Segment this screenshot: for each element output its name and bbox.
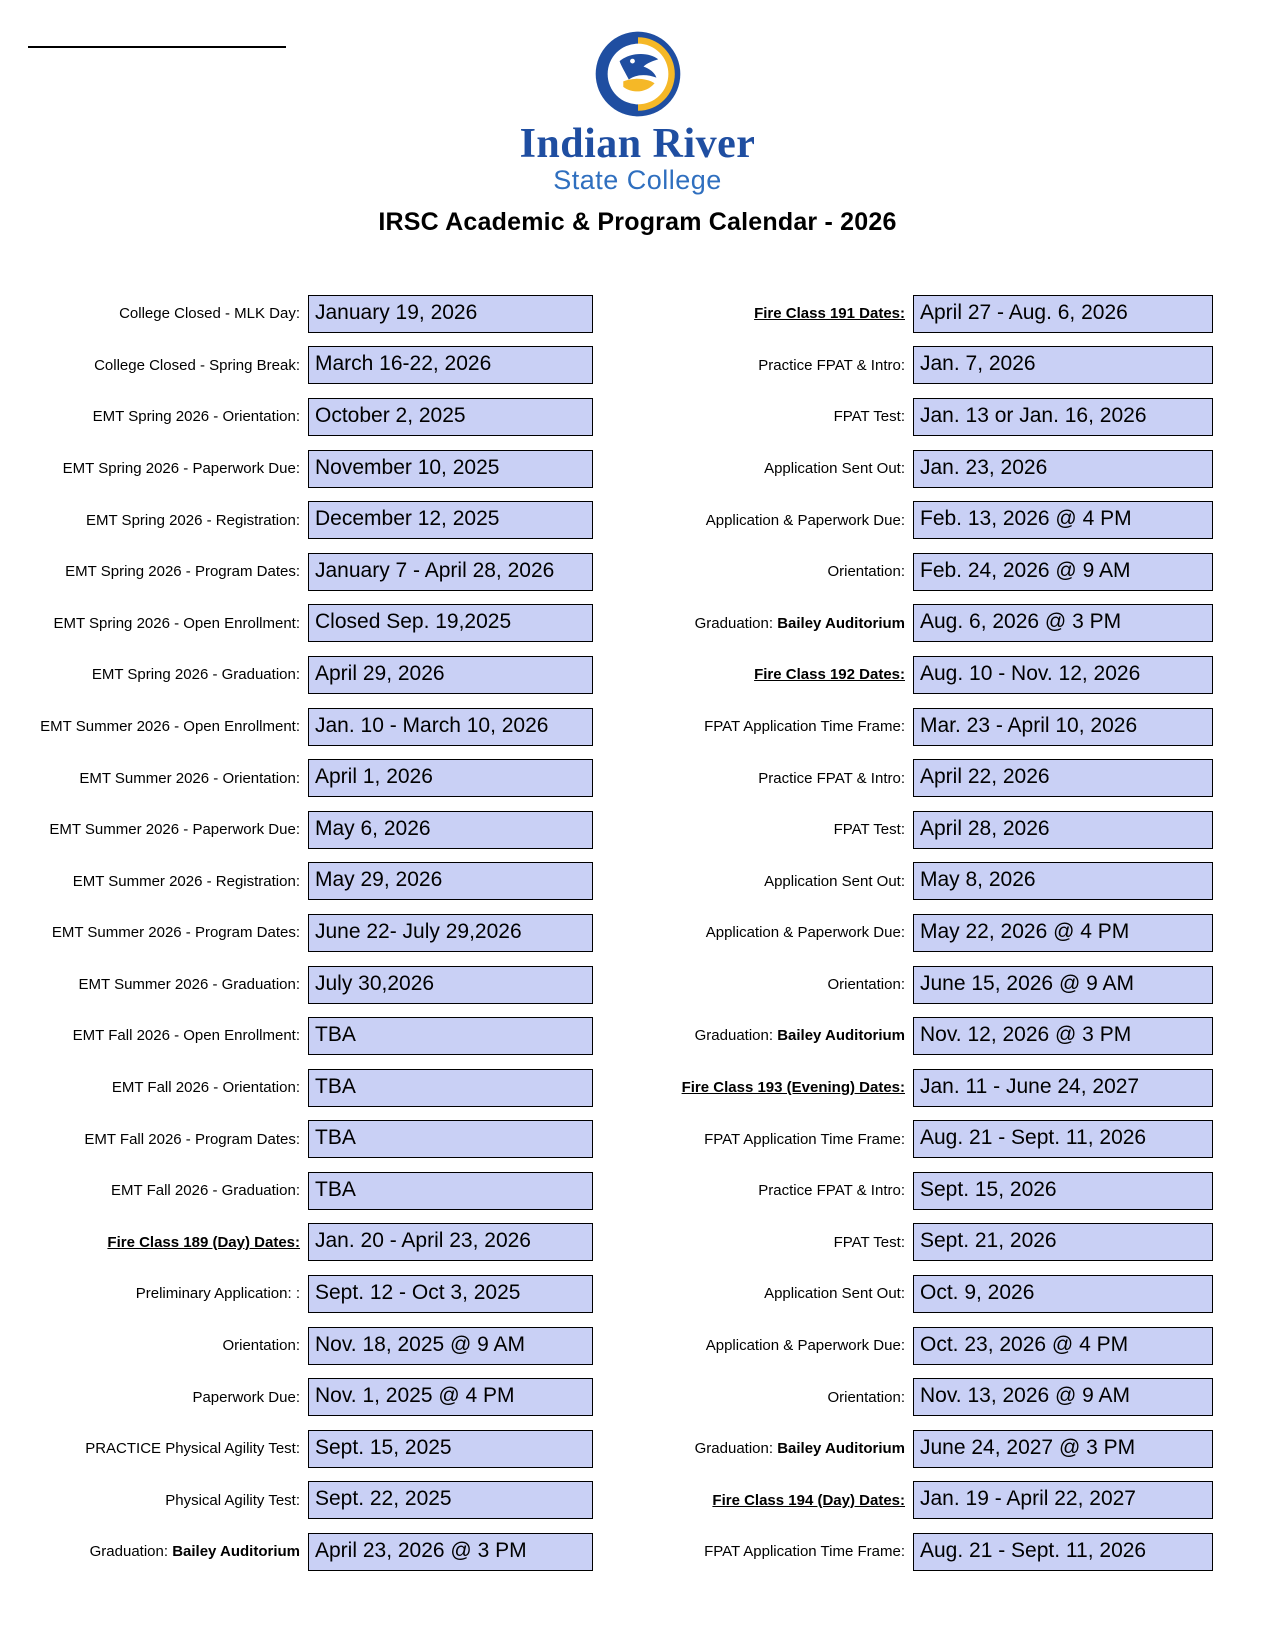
row-value-field[interactable]: Sept. 21, 2026 (913, 1223, 1213, 1261)
calendar-row (22, 1062, 637, 1114)
calendar-row (637, 1475, 1274, 1527)
row-value-field[interactable]: Jan. 20 - April 23, 2026 (308, 1223, 593, 1261)
calendar-row (22, 1475, 637, 1527)
row-value-field[interactable]: Nov. 12, 2026 @ 3 PM (913, 1017, 1213, 1055)
row-value-field[interactable]: Sept. 15, 2026 (913, 1172, 1213, 1210)
row-value-field[interactable]: April 23, 2026 @ 3 PM (308, 1533, 593, 1571)
row-value-field[interactable]: Nov. 18, 2025 @ 9 AM (308, 1327, 593, 1365)
row-label: EMT Summer 2026 - Registration: (72, 872, 300, 890)
row-label: EMT Fall 2026 - Graduation: (111, 1182, 300, 1200)
calendar-row (637, 288, 1274, 340)
calendar-row (22, 1165, 637, 1217)
calendar-row (22, 1371, 637, 1423)
calendar-row (637, 701, 1274, 753)
calendar-row (22, 752, 637, 804)
row-value-field[interactable]: TBA (308, 1172, 593, 1210)
row-value-field[interactable]: TBA (308, 1017, 593, 1055)
calendar-row (637, 1371, 1274, 1423)
row-value-field[interactable]: April 1, 2026 (308, 759, 593, 797)
row-value-field[interactable]: April 29, 2026 (308, 656, 593, 694)
row-label-text: Graduation: (694, 614, 778, 632)
row-value-field[interactable]: Aug. 21 - Sept. 11, 2026 (913, 1533, 1213, 1571)
row-label (22, 1543, 308, 1560)
row-value-field[interactable]: Closed Sep. 19,2025 (308, 604, 593, 642)
row-value-field[interactable]: Jan. 13 or Jan. 16, 2026 (913, 398, 1213, 436)
calendar-row (22, 340, 637, 392)
row-label: EMT Spring 2026 - Paperwork Due: (62, 459, 300, 477)
row-label: EMT Summer 2026 - Program Dates: (51, 924, 300, 942)
row-value-field[interactable]: March 16-22, 2026 (308, 346, 593, 384)
row-value-field[interactable]: Jan. 11 - June 24, 2027 (913, 1069, 1213, 1107)
row-value-field[interactable]: Aug. 10 - Nov. 12, 2026 (913, 656, 1213, 694)
row-label: EMT Spring 2026 - Orientation: (92, 408, 300, 426)
row-label: Orientation: (827, 975, 905, 993)
page-title: IRSC Academic & Program Calendar - 2026 (378, 208, 897, 236)
calendar-row (637, 494, 1274, 546)
row-label: Orientation: (827, 1388, 905, 1406)
calendar-row (637, 1062, 1274, 1114)
row-value-field[interactable]: April 27 - Aug. 6, 2026 (913, 295, 1213, 333)
logo-line-1: Indian River (519, 121, 756, 167)
row-value-field[interactable]: TBA (308, 1069, 593, 1107)
row-label: EMT Spring 2026 - Program Dates: (65, 563, 300, 581)
calendar-column-left (0, 288, 637, 1578)
row-label: EMT Spring 2026 - Registration: (86, 511, 300, 529)
row-label: EMT Summer 2026 - Open Enrollment: (40, 717, 300, 735)
row-value-field[interactable]: June 15, 2026 @ 9 AM (913, 966, 1213, 1004)
row-label: PRACTICE Physical Agility Test: (85, 1440, 300, 1458)
row-value-field[interactable]: Feb. 24, 2026 @ 9 AM (913, 553, 1213, 591)
calendar-row (637, 804, 1274, 856)
calendar-row (22, 546, 637, 598)
row-label: Fire Class 194 (Day) Dates: (712, 1491, 905, 1509)
calendar-row (637, 391, 1274, 443)
row-value-field[interactable]: June 22- July 29,2026 (308, 914, 593, 952)
row-label: EMT Summer 2026 - Graduation: (78, 975, 300, 993)
row-label: Application Sent Out: (764, 459, 905, 477)
row-value-field[interactable]: TBA (308, 1120, 593, 1158)
calendar-row (637, 546, 1274, 598)
calendar-row (637, 1526, 1274, 1578)
row-label: Preliminary Application: : (135, 1285, 300, 1303)
calendar-row (637, 1423, 1274, 1475)
row-value-field[interactable]: October 2, 2025 (308, 398, 593, 436)
college-logo (0, 28, 1275, 196)
calendar-row (22, 598, 637, 650)
row-label: FPAT Application Time Frame: (704, 1543, 905, 1561)
calendar-row (22, 701, 637, 753)
row-value-field[interactable]: Sept. 12 - Oct 3, 2025 (308, 1275, 593, 1313)
row-value-field[interactable]: December 12, 2025 (308, 501, 593, 539)
row-value-field[interactable]: Oct. 23, 2026 @ 4 PM (913, 1327, 1213, 1365)
row-value-field[interactable]: Nov. 1, 2025 @ 4 PM (308, 1378, 593, 1416)
calendar-row (22, 494, 637, 546)
calendar-row (22, 856, 637, 908)
calendar-row (637, 1320, 1274, 1372)
row-label: Application & Paperwork Due: (705, 511, 905, 529)
calendar-row (22, 959, 637, 1011)
row-value-field[interactable]: Feb. 13, 2026 @ 4 PM (913, 501, 1213, 539)
row-value-field[interactable]: January 19, 2026 (308, 295, 593, 333)
row-label: FPAT Test: (833, 1233, 905, 1251)
calendar-row (637, 752, 1274, 804)
calendar-row (22, 1010, 637, 1062)
row-value-field[interactable]: Nov. 13, 2026 @ 9 AM (913, 1378, 1213, 1416)
calendar-column-right (637, 288, 1274, 1578)
calendar-row (22, 288, 637, 340)
row-label: EMT Spring 2026 - Open Enrollment: (53, 614, 300, 632)
calendar-row (637, 907, 1274, 959)
row-value-field[interactable]: May 6, 2026 (308, 811, 593, 849)
row-label: Paperwork Due: (192, 1388, 300, 1406)
calendar-row (22, 907, 637, 959)
row-label: FPAT Test: (833, 821, 905, 839)
row-label: EMT Fall 2026 - Open Enrollment: (72, 1027, 300, 1045)
row-label-text: Graduation: (694, 1440, 778, 1458)
row-value-field[interactable]: June 24, 2027 @ 3 PM (913, 1430, 1213, 1468)
row-value-field[interactable]: May 22, 2026 @ 4 PM (913, 914, 1213, 952)
calendar-row (637, 340, 1274, 392)
row-label: Orientation: (827, 563, 905, 581)
row-label: College Closed - Spring Break: (94, 356, 300, 374)
row-label: EMT Summer 2026 - Orientation: (79, 769, 300, 787)
row-label: Fire Class 193 (Evening) Dates: (681, 1079, 905, 1097)
row-label: EMT Fall 2026 - Orientation: (111, 1079, 300, 1097)
row-label: Practice FPAT & Intro: (758, 1182, 905, 1200)
calendar-row (637, 598, 1274, 650)
calendar-row (637, 1165, 1274, 1217)
row-label (637, 1027, 913, 1044)
row-value-field[interactable]: Sept. 22, 2025 (308, 1481, 593, 1519)
row-label: EMT Fall 2026 - Program Dates: (84, 1130, 300, 1148)
row-value-field[interactable]: Oct. 9, 2026 (913, 1275, 1213, 1313)
row-value-field[interactable]: Jan. 7, 2026 (913, 346, 1213, 384)
row-value-field[interactable]: Aug. 21 - Sept. 11, 2026 (913, 1120, 1213, 1158)
calendar-row (637, 1010, 1274, 1062)
row-value-field[interactable]: Aug. 6, 2026 @ 3 PM (913, 604, 1213, 642)
row-label-emphasis: Bailey Auditorium (777, 1027, 905, 1045)
calendar-row (637, 1268, 1274, 1320)
row-value-field[interactable]: November 10, 2025 (308, 450, 593, 488)
row-label (637, 615, 913, 632)
row-label: Physical Agility Test: (165, 1491, 300, 1509)
calendar-columns (0, 288, 1275, 1578)
calendar-row (22, 443, 637, 495)
row-label-emphasis: Bailey Auditorium (777, 614, 905, 632)
row-label (637, 1440, 913, 1457)
row-value-field[interactable]: January 7 - April 28, 2026 (308, 553, 593, 591)
row-label-emphasis: Bailey Auditorium (172, 1543, 300, 1561)
calendar-row (22, 391, 637, 443)
row-label: FPAT Application Time Frame: (704, 1130, 905, 1148)
row-value-field[interactable]: Mar. 23 - April 10, 2026 (913, 708, 1213, 746)
calendar-row (637, 959, 1274, 1011)
calendar-row (637, 649, 1274, 701)
row-label: Application & Paperwork Due: (705, 924, 905, 942)
eagle-shield-icon (592, 28, 684, 120)
row-label: College Closed - MLK Day: (119, 305, 300, 323)
row-label: Fire Class 191 Dates: (754, 305, 905, 323)
row-value-field[interactable]: Jan. 19 - April 22, 2027 (913, 1481, 1213, 1519)
row-label-text: Graduation: (694, 1027, 778, 1045)
calendar-row (22, 1114, 637, 1166)
calendar-row (22, 1217, 637, 1269)
calendar-row (22, 1320, 637, 1372)
row-label: Practice FPAT & Intro: (758, 769, 905, 787)
row-label: FPAT Test: (833, 408, 905, 426)
row-label: Orientation: (222, 1337, 300, 1355)
logo-line-2: State College (553, 165, 722, 196)
calendar-row (22, 1268, 637, 1320)
row-value-field[interactable]: Jan. 23, 2026 (913, 450, 1213, 488)
calendar-row (637, 1114, 1274, 1166)
row-value-field[interactable]: April 28, 2026 (913, 811, 1213, 849)
calendar-row (22, 804, 637, 856)
calendar-row (637, 856, 1274, 908)
row-value-field[interactable]: May 29, 2026 (308, 862, 593, 900)
row-label: EMT Spring 2026 - Graduation: (91, 666, 300, 684)
calendar-row (637, 443, 1274, 495)
calendar-row (22, 649, 637, 701)
row-label-text: Graduation: (89, 1543, 173, 1561)
row-value-field[interactable]: July 30,2026 (308, 966, 593, 1004)
calendar-row (22, 1526, 637, 1578)
row-value-field[interactable]: April 22, 2026 (913, 759, 1213, 797)
row-value-field[interactable]: Sept. 15, 2025 (308, 1430, 593, 1468)
row-label: Application & Paperwork Due: (705, 1337, 905, 1355)
row-label: EMT Summer 2026 - Paperwork Due: (49, 821, 300, 839)
row-label-emphasis: Bailey Auditorium (777, 1440, 905, 1458)
row-label: Application Sent Out: (764, 872, 905, 890)
calendar-row (637, 1217, 1274, 1269)
row-label: Fire Class 189 (Day) Dates: (107, 1233, 300, 1251)
row-label: Fire Class 192 Dates: (754, 666, 905, 684)
row-value-field[interactable]: May 8, 2026 (913, 862, 1213, 900)
calendar-row (22, 1423, 637, 1475)
row-label: Practice FPAT & Intro: (758, 356, 905, 374)
row-label: Application Sent Out: (764, 1285, 905, 1303)
row-value-field[interactable]: Jan. 10 - March 10, 2026 (308, 708, 593, 746)
row-label: FPAT Application Time Frame: (704, 717, 905, 735)
